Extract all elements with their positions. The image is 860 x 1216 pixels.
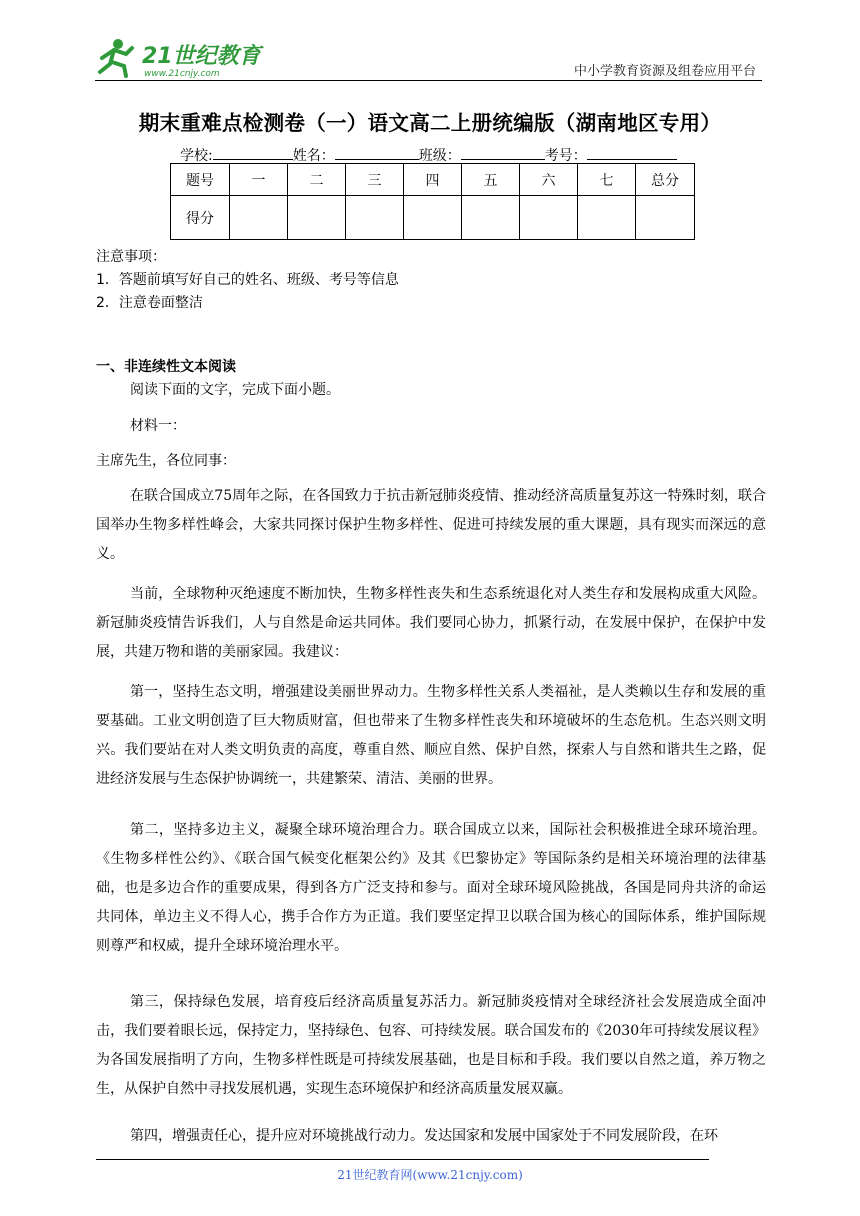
paragraph: 在联合国成立75周年之际，在各国致力于抗击新冠肺炎疫情、推动经济高质量复苏这一特殊时刻，联合国举办生物多样性峰会，大家共同探讨保护生物多样性、促进可持续发展的重大课题，具有现实而深远的意义。 — [96, 488, 766, 562]
table-cell: 总分 — [636, 164, 695, 196]
header-divider — [95, 80, 762, 81]
paragraph: 第四，增强责任心，提升应对环境挑战行动力。发达国家和发展中国家处于不同发展阶段，在环 — [130, 1128, 718, 1144]
exam-no-label: 考号： — [544, 148, 587, 164]
paragraph: 当前，全球物种灭绝速度不断加快，生物多样性丧失和生态系统退化对人类生存和发展构成重大风险。新冠肺炎疫情告诉我们，人与自然是命运共同体。我们要同心协力，抓紧行动，在发展中保护，在保护中发展，共建万物和谐的美丽家园。我建议： — [96, 586, 766, 660]
header-platform-text: 中小学教育资源及组卷应用平台 — [573, 64, 756, 79]
table-cell: 六 — [520, 164, 578, 196]
score-cell[interactable] — [404, 196, 462, 240]
exam-no-field[interactable] — [587, 145, 677, 160]
table-cell: 得分 — [171, 196, 230, 240]
class-field[interactable] — [461, 145, 545, 160]
notes-heading: 注意事项： — [96, 249, 166, 265]
table-cell: 二 — [288, 164, 346, 196]
logo-text: 21世纪教育 — [142, 44, 261, 69]
name-field[interactable] — [335, 145, 419, 160]
section-heading: 一、非连续性文本阅读 — [96, 359, 236, 375]
table-cell: 题号 — [171, 164, 230, 196]
score-cell[interactable] — [346, 196, 404, 240]
page-title: 期末重难点检测卷（一）语文高二上册统编版（湖南地区专用） — [138, 111, 722, 135]
salutation: 主席先生，各位同事： — [96, 453, 236, 469]
material-label: 材料一： — [130, 418, 186, 434]
score-cell[interactable] — [578, 196, 636, 240]
footer-link[interactable]: 21世纪教育网(www.21cnjy.com) — [337, 1168, 523, 1182]
score-cell[interactable] — [636, 196, 695, 240]
logo-url: www.21cnjy.com — [144, 69, 220, 79]
table-cell: 三 — [346, 164, 404, 196]
score-table-header-row — [171, 164, 695, 196]
table-cell: 七 — [578, 164, 636, 196]
score-table — [170, 163, 695, 240]
school-label: 学校: — [180, 148, 213, 164]
score-cell[interactable] — [230, 196, 288, 240]
runner-icon — [100, 39, 132, 76]
table-cell: 一 — [230, 164, 288, 196]
score-cell[interactable] — [288, 196, 346, 240]
score-cell[interactable] — [462, 196, 520, 240]
site-logo — [96, 36, 266, 80]
note-item: 2．注意卷面整洁 — [96, 295, 203, 311]
paragraph: 第二，坚持多边主义，凝聚全球环境治理合力。联合国成立以来，国际社会积极推进全球环境治理。《生物多样性公约》、《联合国气候变化框架公约》及其《巴黎协定》等国际条约是相关环境治理的法律基础，也是多边合作的重要成果，得到各方广泛支持和参与。面对全球环境风险挑战，各国是同舟共济的命运共同体，单边主义不得人心，携手合作方为正道。我们要坚定捍卫以联合国为核心的国际体系，维护国际规则尊严和权威，提升全球环境治理水平。 — [96, 822, 766, 954]
paragraph: 第一，坚持生态文明，增强建设美丽世界动力。生物多样性关系人类福祉，是人类赖以生存和发展的重要基础。工业文明创造了巨大物质财富，但也带来了生物多样性丧失和环境破坏的生态危机。生态兴则文明兴。我们要站在对人类文明负责的高度，尊重自然、顺应自然、保护自然，探索人与自然和谐共生之路，促进经济发展与生态保护协调统一，共建繁荣、清洁、美丽的世界。 — [96, 684, 766, 787]
school-field[interactable] — [213, 145, 293, 160]
instruction-text: 阅读下面的文字，完成下面小题。 — [130, 382, 340, 398]
score-cell[interactable] — [520, 196, 578, 240]
class-label: 班级： — [418, 148, 461, 164]
name-label: 姓名： — [292, 148, 335, 164]
footer-divider — [96, 1159, 709, 1160]
table-cell: 四 — [404, 164, 462, 196]
student-info-line — [180, 145, 677, 165]
paragraph: 第三，保持绿色发展，培育疫后经济高质量复苏活力。新冠肺炎疫情对全球经济社会发展造成全面冲击，我们要着眼长远，保持定力，坚持绿色、包容、可持续发展。联合国发布的《2030年可持续发展议程》为各国发展指明了方向，生物多样性既是可持续发展基础，也是目标和手段。我们要以自然之道，养万物之生，从保护自然中寻找发展机遇，实现生态环境保护和经济高质量发展双赢。 — [96, 994, 766, 1097]
note-item: 1．答题前填写好自己的姓名、班级、考号等信息 — [96, 272, 399, 288]
table-cell: 五 — [462, 164, 520, 196]
score-table-score-row — [171, 196, 695, 240]
